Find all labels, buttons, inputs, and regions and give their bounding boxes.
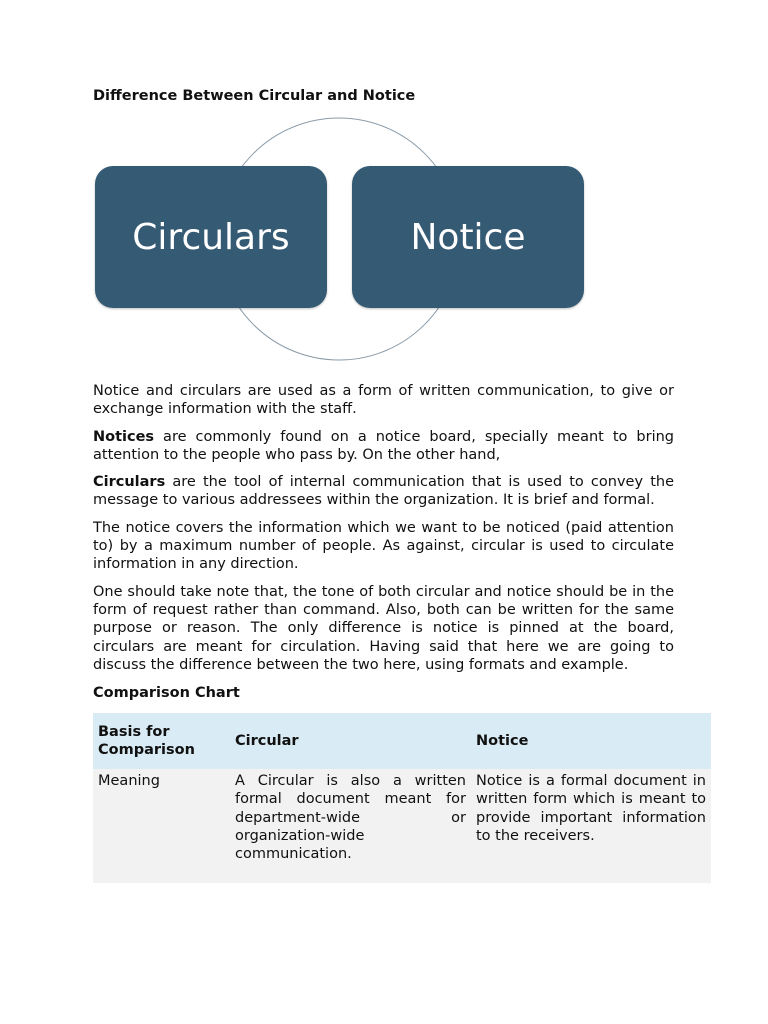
circulars-box — [95, 166, 327, 308]
circulars-term: Circulars — [93, 474, 166, 491]
notices-description: are commonly found on a notice board, specially meant to bring attention to the people who pass by. On the other hand, — [93, 428, 674, 463]
comparison-table — [93, 713, 711, 882]
document-page — [93, 86, 711, 883]
table-header-row — [93, 713, 711, 769]
table-row — [93, 769, 711, 882]
circulars-paragraph — [93, 473, 674, 510]
cell-circular: A Circular is also a written formal document meant for department-wide or organization-wide communication. — [230, 769, 471, 882]
cell-notice: Notice is a formal document in written form which is meant to provide important information to the receivers. — [471, 769, 711, 882]
circular-notice-diagram — [93, 116, 593, 368]
notice-box — [352, 166, 584, 308]
cell-basis: Meaning — [93, 769, 230, 882]
circulars-box-label: Circulars — [132, 216, 290, 258]
article-body — [93, 382, 674, 702]
notices-term: Notices — [93, 428, 155, 445]
coverage-paragraph: The notice covers the information which we want to be noticed (paid attention to) by a maximum number of people. As against, circular is used to circulate information in any direction. — [93, 519, 674, 573]
column-header-basis: Basis for Comparison — [93, 713, 230, 769]
column-header-circular: Circular — [230, 713, 471, 769]
page-title: Difference Between Circular and Notice — [93, 88, 416, 104]
notice-box-label: Notice — [410, 216, 526, 258]
notices-paragraph — [93, 428, 674, 465]
comparison-chart-heading: Comparison Chart — [93, 685, 240, 702]
tone-paragraph: One should take note that, the tone of both circular and notice should be in the form of request rather than command. Also, both can be written for the same purpose or reason. The only difference is notice is pinned at the board, circulars are meant for circulation. Having said that here we are going to discuss the difference between the two here, using formats and example. — [93, 583, 674, 673]
intro-paragraph: Notice and circulars are used as a form of written communication, to give or exchange information with the staff. — [93, 383, 674, 418]
column-header-notice: Notice — [471, 713, 711, 769]
circulars-description: are the tool of internal communication that is used to convey the message to various addressees within the organization. It is brief and formal. — [93, 474, 674, 509]
